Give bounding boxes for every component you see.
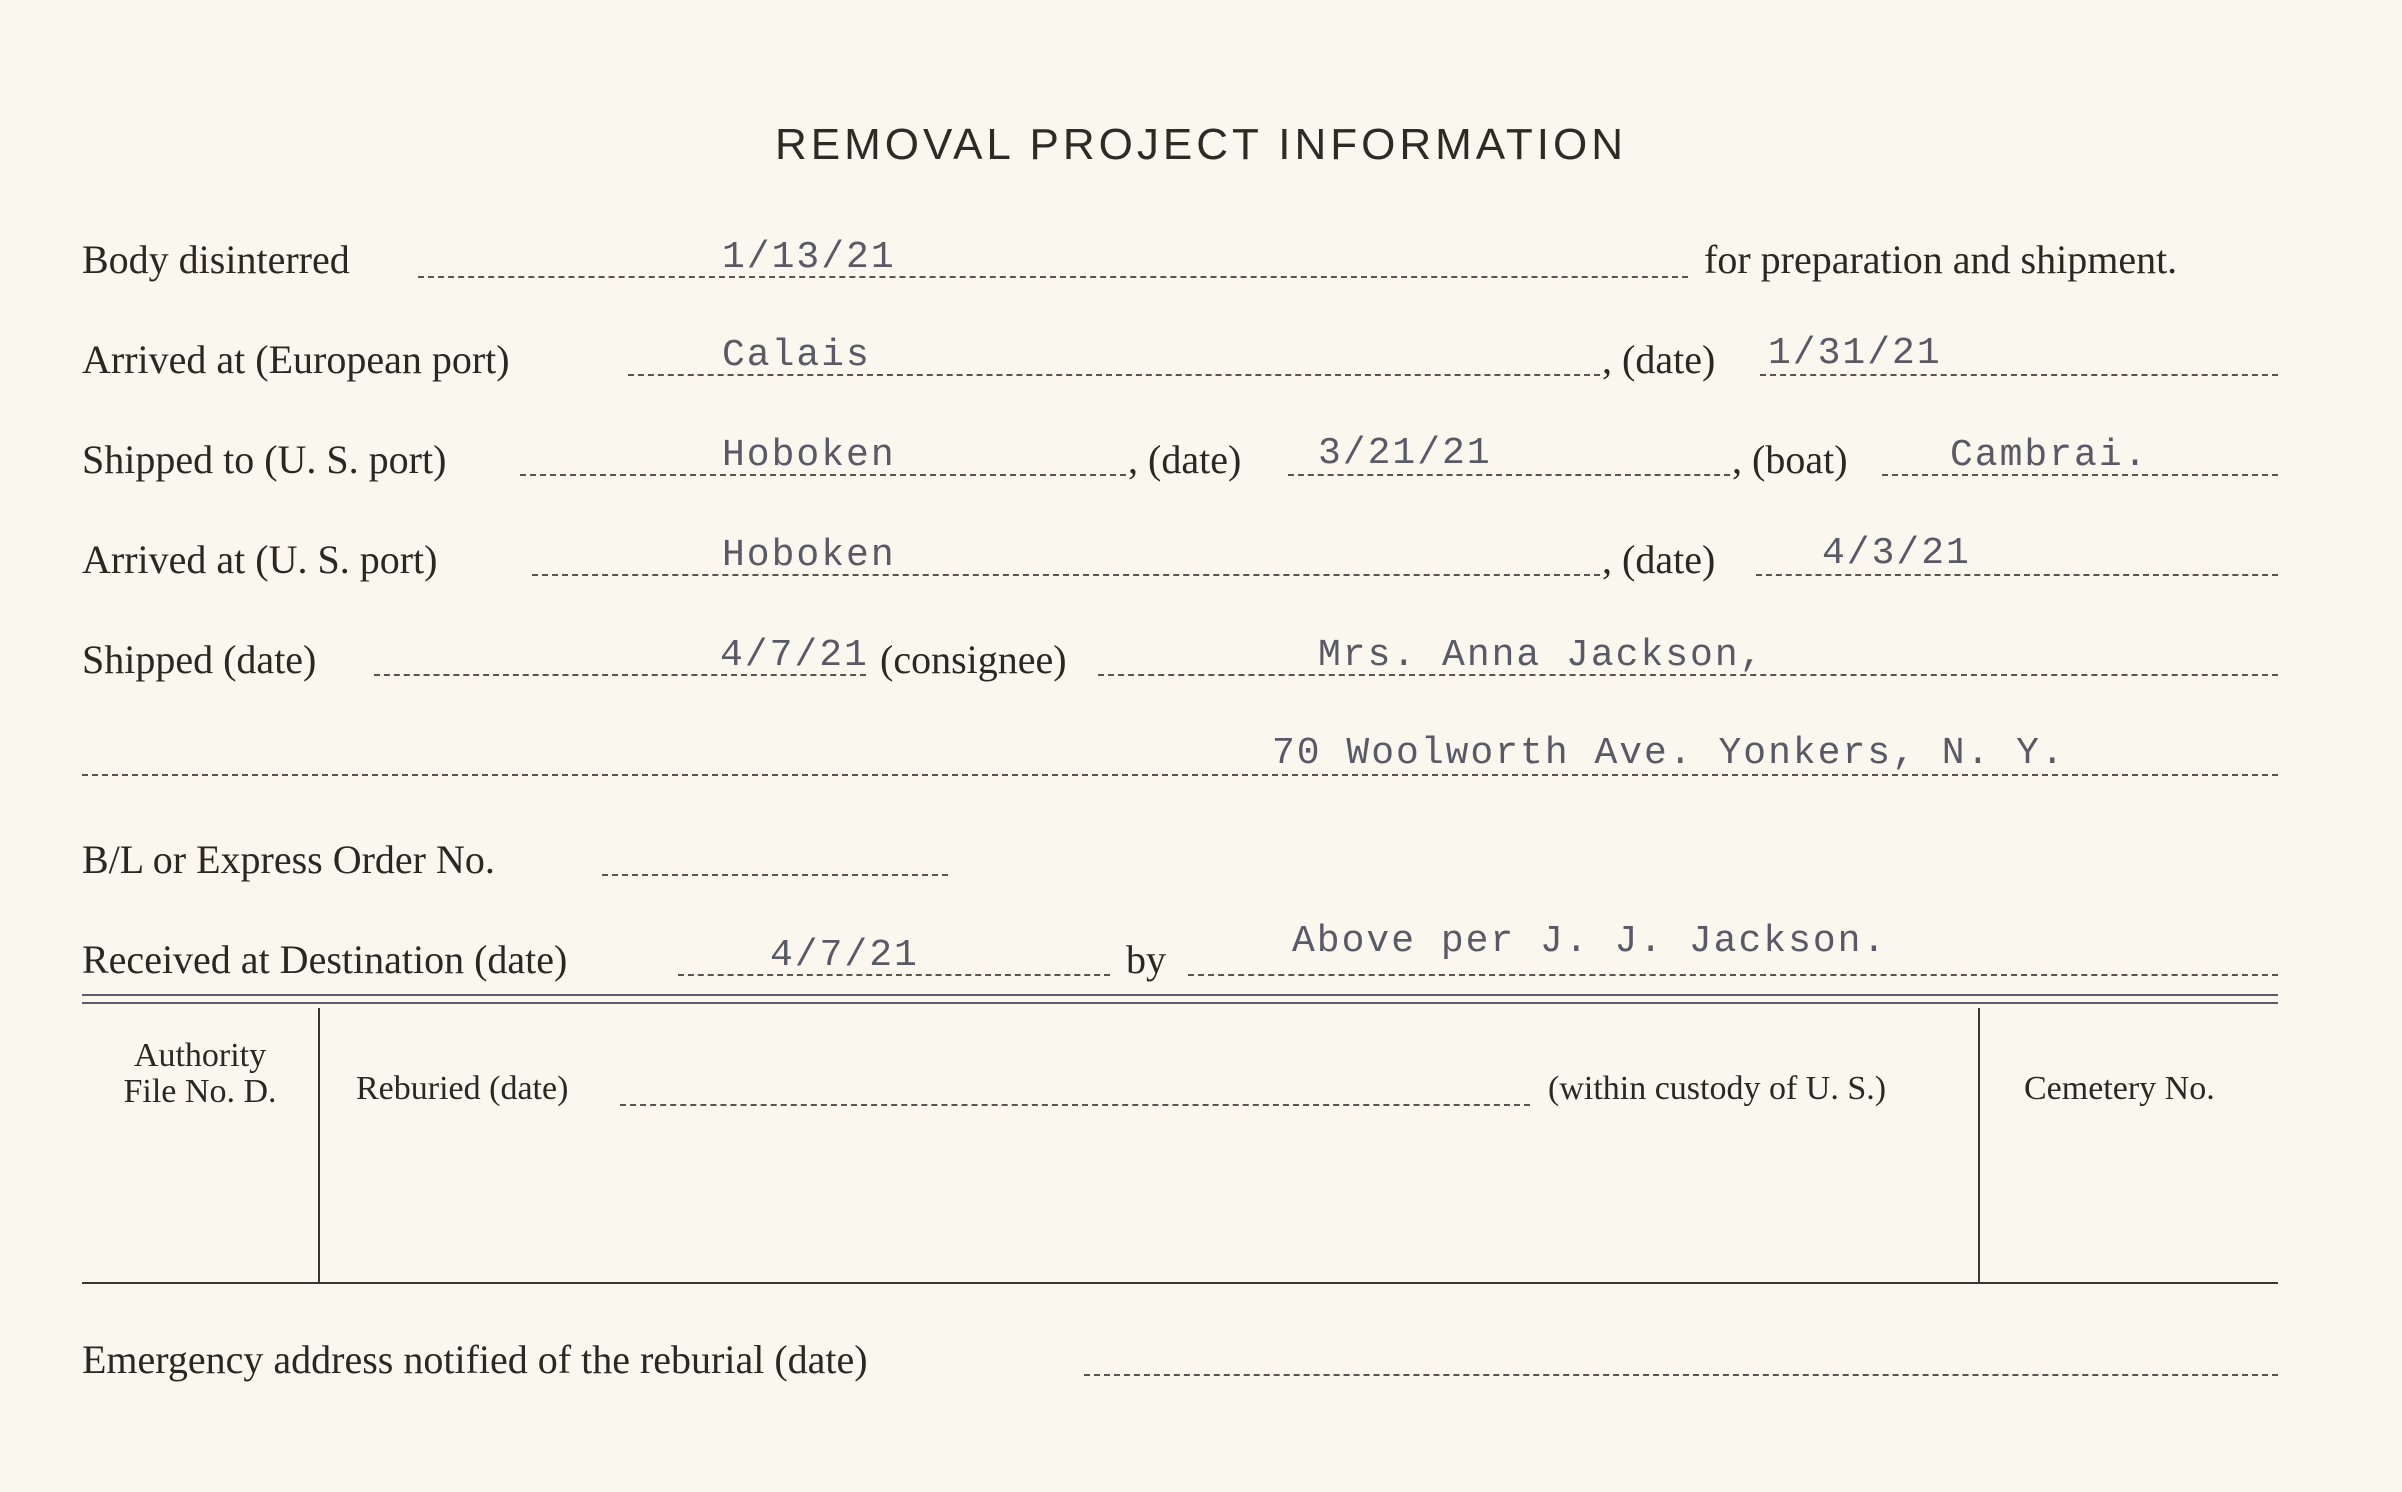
arrived-europe-date: 1/31/21 (1768, 332, 1942, 375)
shipped-us-port: Hoboken (722, 434, 896, 477)
box-divider-right (1978, 1008, 1980, 1282)
shipped-date-label: Shipped (date) (82, 637, 317, 682)
emergency-label: Emergency address notified of the reburial (date) (82, 1337, 868, 1382)
shipped-us-boat-label: , (boat) (1732, 437, 1848, 482)
bl-line (602, 874, 948, 876)
authority-label (90, 1038, 310, 1110)
disinterred-label: Body disinterred (82, 237, 350, 282)
shipped-date: 4/7/21 (720, 634, 869, 677)
bl-label: B/L or Express Order No. (82, 837, 495, 882)
box-bottom-rule (82, 1282, 2278, 1284)
custody-label: (within custody of U. S.) (1548, 1070, 1887, 1107)
authority-line-2: File No. D. (123, 1073, 277, 1110)
disinterred-suffix: for preparation and shipment. (1704, 237, 2178, 282)
received-label: Received at Destination (date) (82, 937, 568, 982)
shipped-us-boat: Cambrai. (1950, 434, 2149, 477)
double-rule-bottom (82, 1002, 2278, 1004)
emergency-line (1084, 1374, 2278, 1376)
arrived-us-port: Hoboken (722, 534, 896, 577)
arrived-us-label: Arrived at (U. S. port) (82, 537, 438, 582)
card-title: REMOVAL PROJECT INFORMATION (775, 120, 1627, 169)
received-date: 4/7/21 (770, 934, 919, 977)
authority-line-1: Authority (133, 1037, 267, 1074)
arrived-europe-date-label: , (date) (1602, 337, 1716, 382)
arrived-europe-label: Arrived at (European port) (82, 337, 510, 382)
consignee-value: Mrs. Anna Jackson, (1318, 634, 1765, 677)
arrived-us-port-line (532, 574, 1600, 576)
reburied-line (620, 1104, 1530, 1106)
reburied-label: Reburied (date) (356, 1070, 569, 1107)
shipped-us-date: 3/21/21 (1318, 432, 1492, 475)
disinterred-value: 1/13/21 (722, 236, 896, 279)
shipped-us-label: Shipped to (U. S. port) (82, 437, 447, 482)
box-divider-left (318, 1008, 320, 1282)
consignee-label: (consignee) (880, 637, 1067, 682)
disinterred-line (418, 276, 1688, 278)
received-by-line (1188, 974, 2278, 976)
cemetery-label: Cemetery No. (2024, 1070, 2215, 1107)
arrived-us-date-label: , (date) (1602, 537, 1716, 582)
arrived-us-date: 4/3/21 (1822, 532, 1971, 575)
arrived-europe-port: Calais (722, 334, 871, 377)
received-by-label: by (1126, 937, 1166, 982)
shipped-us-date-label: , (date) (1128, 437, 1242, 482)
double-rule-top (82, 994, 2278, 996)
address-value: 70 Woolworth Ave. Yonkers, N. Y. (1272, 732, 2066, 775)
received-by-value: Above per J. J. Jackson. (1292, 920, 1888, 963)
